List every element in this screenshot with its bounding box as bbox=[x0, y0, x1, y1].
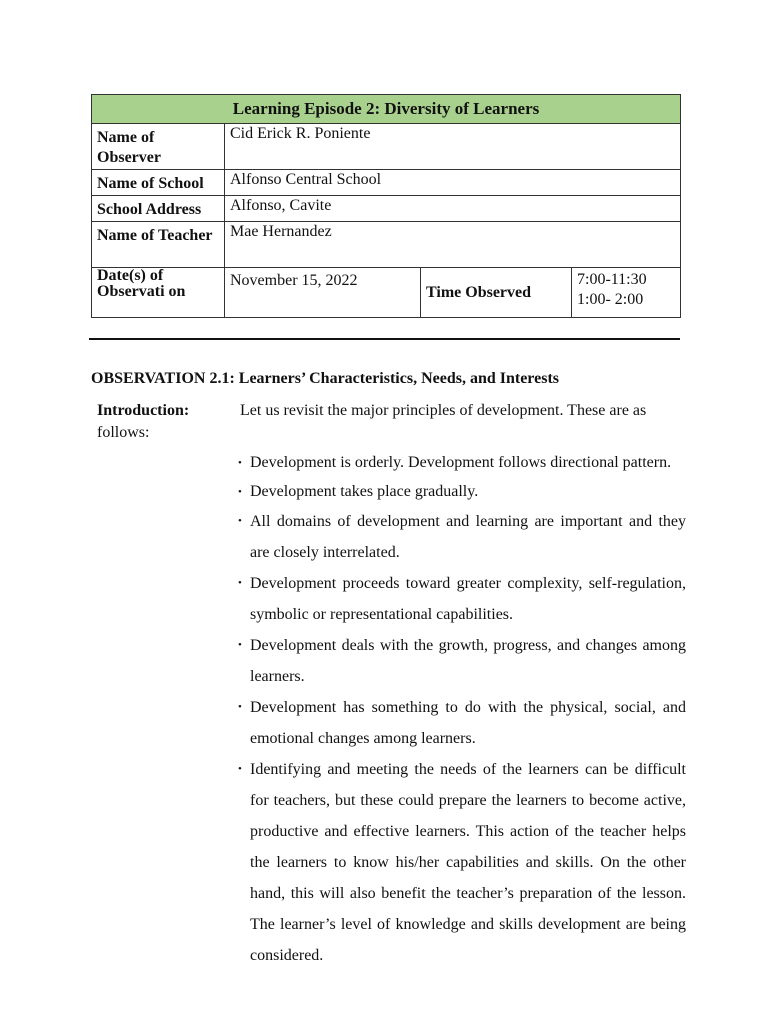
time-value bbox=[572, 268, 681, 318]
episode-title: Learning Episode 2: Diversity of Learners bbox=[92, 95, 681, 124]
list-item: • Development has something to do with the physical, social, and emotional changes among learners. bbox=[238, 692, 686, 754]
observer-label: Name of Observer bbox=[92, 124, 225, 170]
school-value: Alfonso Central School bbox=[225, 170, 681, 196]
list-item: • Development takes place gradually. bbox=[238, 481, 686, 503]
observer-value: Cid Erick R. Poniente bbox=[225, 124, 681, 170]
introduction-follows: follows: bbox=[97, 424, 150, 441]
date-label: Date(s) of Observati on bbox=[92, 268, 225, 318]
introduction-text: Let us revisit the major principles of development. These are as bbox=[240, 402, 647, 419]
list-item: • Development deals with the growth, progress, and changes among learners. bbox=[238, 630, 686, 692]
episode-info-table bbox=[91, 94, 681, 318]
address-label: School Address bbox=[92, 196, 225, 222]
list-item: • Identifying and meeting the needs of the learners can be difficult for teachers, but these could prepare the learners to become active, productive and effective learners. This action of the teacher helps the learners to know his/her capabilities and skills. On the other hand, this will also benefit the teacher’s preparation of the lesson. The learner’s level of knowledge and skills development are being considered. bbox=[238, 754, 686, 971]
teacher-label: Name of Teacher bbox=[92, 222, 225, 268]
time-label: Time Observed bbox=[421, 268, 572, 318]
date-value: November 15, 2022 bbox=[225, 268, 421, 318]
list-item: • Development is orderly. Development follows directional pattern. bbox=[238, 452, 686, 474]
list-item: • All domains of development and learning are important and they are closely interrelated. bbox=[238, 506, 686, 568]
observation-heading: OBSERVATION 2.1: Learners’ Characteristics, Needs, and Interests bbox=[91, 370, 559, 387]
school-label: Name of School bbox=[92, 170, 225, 196]
address-value: Alfonso, Cavite bbox=[225, 196, 681, 222]
teacher-value: Mae Hernandez bbox=[225, 222, 681, 268]
time-value-afternoon: 1:00- 2:00 bbox=[577, 291, 644, 308]
development-principles-list bbox=[238, 452, 686, 971]
introduction-label: Introduction: bbox=[97, 402, 190, 419]
list-item: • Development proceeds toward greater complexity, self-regulation, symbolic or representational capabilities. bbox=[238, 568, 686, 630]
time-value-morning: 7:00-11:30 bbox=[577, 271, 647, 288]
section-divider bbox=[89, 338, 680, 340]
